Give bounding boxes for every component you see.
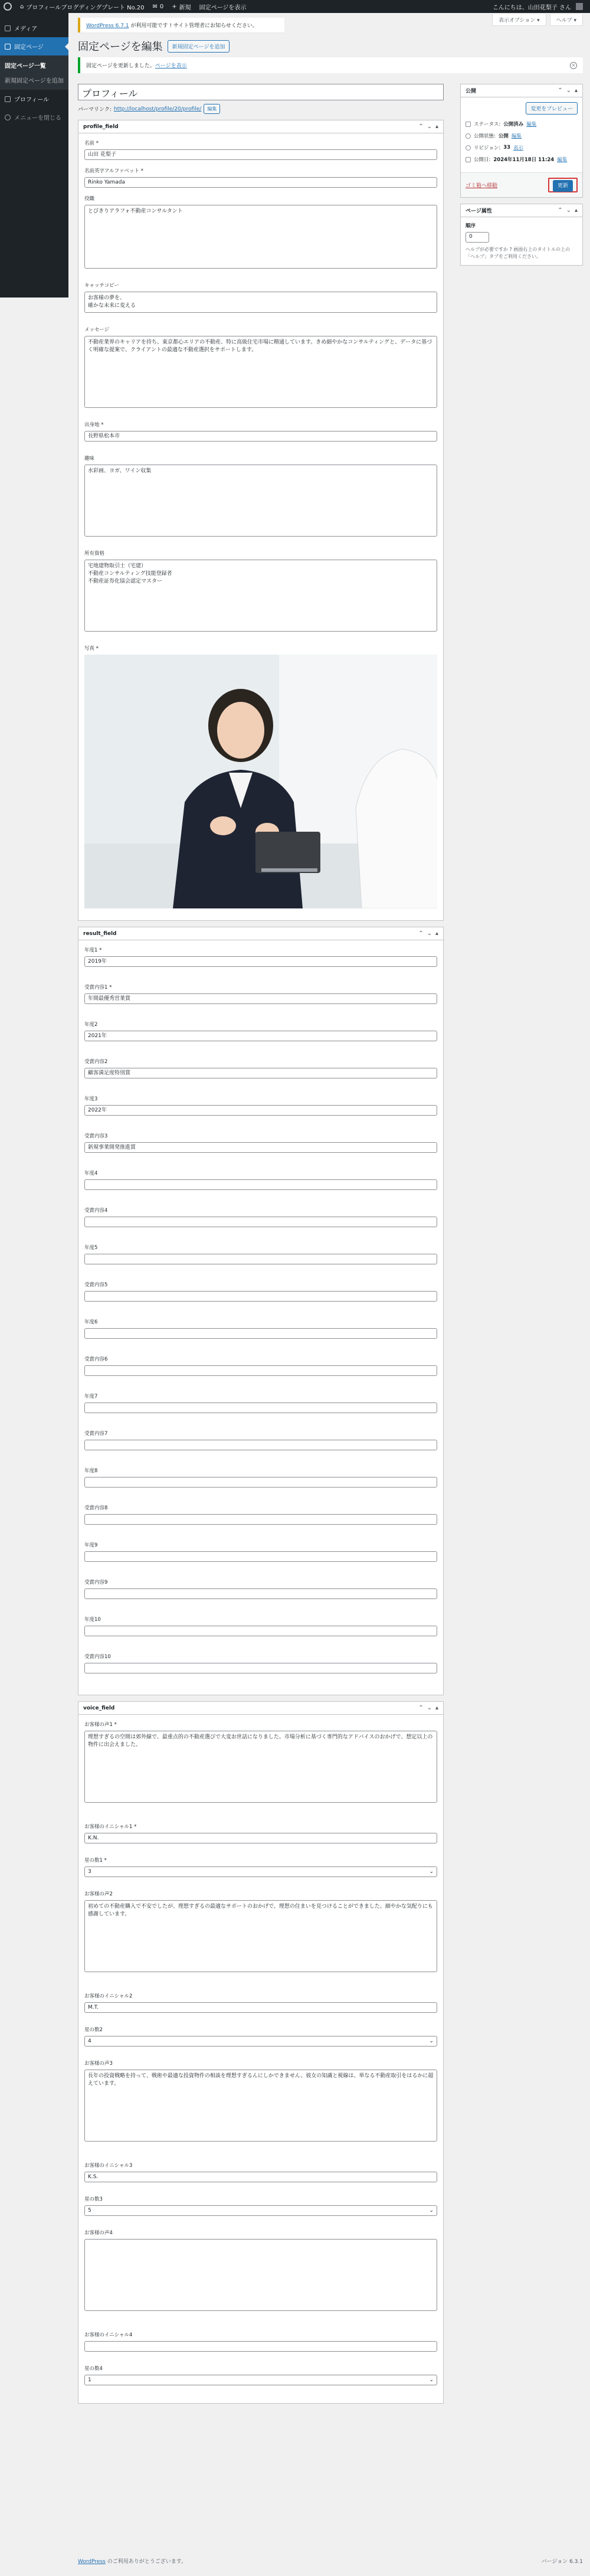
page-attributes-box <box>460 204 583 266</box>
revisions-icon <box>466 145 471 151</box>
select-value: 4 <box>88 2038 91 2044</box>
page-attributes-heading: ページ属性 <box>466 208 492 214</box>
result-field <box>84 1616 437 1636</box>
move-up-icon[interactable]: ⌃ <box>558 87 563 94</box>
footer-wordpress-link[interactable]: WordPress <box>78 2559 106 2565</box>
field-label: 名前 * <box>84 140 99 146</box>
comments-link[interactable]: ✉ 0 <box>152 3 164 10</box>
award-input-10[interactable] <box>84 1663 437 1673</box>
voice-textarea-1[interactable]: 理想すぎるの空間は郊外線で、最重点的の不動産選びで大変お世話になりました。市場分析に基づく専門的なアドバイスのおかげで、想定以上の物件に出会えました。 <box>84 1731 437 1803</box>
award-input-1[interactable]: 年間最優秀営業賞 <box>84 993 437 1004</box>
comment-icon: ✉ <box>152 3 158 10</box>
view-page-link[interactable]: 固定ページを表示 <box>199 4 247 11</box>
field-label: 年度8 <box>84 1468 98 1474</box>
result-field <box>84 1281 437 1302</box>
year-input-9[interactable] <box>84 1551 437 1562</box>
result-field <box>84 1318 437 1339</box>
field-label: 星の数2 <box>84 2027 103 2033</box>
result-field <box>84 1467 437 1488</box>
voice-field <box>84 1823 437 1843</box>
voice-field-heading: voice_field <box>83 1705 115 1711</box>
field-label: 星の数3 <box>84 2196 103 2202</box>
success-notice: 固定ページを更新しました。ページを表示 × <box>78 57 583 73</box>
field-label: お客様のイニシャル3 <box>84 2163 133 2169</box>
profile-field-heading: profile_field <box>83 123 119 130</box>
result-field-heading: result_field <box>83 930 117 937</box>
screen-options-button[interactable]: 表示オプション ▾ <box>492 14 546 26</box>
toggle-panel-icon[interactable]: ▴ <box>435 1705 438 1711</box>
award-input-7[interactable] <box>84 1440 437 1450</box>
license-textarea[interactable]: 宅地建物取引士（宅建） 不動産コンサルティング技能登録者 不動産証券化協会認定マスター <box>84 560 437 632</box>
field-label: お客様の声3 <box>84 2061 113 2067</box>
result-field <box>84 1653 437 1673</box>
field-label: お客様のイニシャル2 <box>84 1993 133 1999</box>
year-input-7[interactable] <box>84 1403 437 1413</box>
initial-input-3[interactable]: K.S. <box>84 2172 437 2182</box>
stars-select-4[interactable] <box>84 2375 437 2385</box>
wordpress-logo-icon[interactable] <box>4 2 12 11</box>
toggle-panel-icon[interactable]: ▴ <box>574 207 578 214</box>
initial-input-1[interactable]: K.N. <box>84 1833 437 1843</box>
result-field <box>84 1504 437 1525</box>
result-field <box>84 1541 437 1562</box>
result-field <box>84 1169 437 1190</box>
order-label: 順序 <box>466 223 476 229</box>
result-field <box>84 1578 437 1599</box>
main-content <box>78 18 583 2383</box>
footer: WordPress のご利用ありがとうございます。 バージョン 6.3.1 <box>78 2557 583 2565</box>
permalink: パーマリンク: http://localhost/profile/20/profile/ 編集 <box>78 104 444 114</box>
year-input-3[interactable]: 2022年 <box>84 1105 437 1116</box>
award-input-2[interactable]: 顧客満足度特別賞 <box>84 1068 437 1078</box>
field-label: 受賞内容7 <box>84 1431 108 1437</box>
sidebar-item-pages[interactable]: 固定ページ <box>0 37 68 55</box>
voice-field <box>84 2229 437 2311</box>
voice-field <box>84 2162 437 2182</box>
result-field <box>84 983 437 1004</box>
year-input-8[interactable] <box>84 1477 437 1488</box>
result-field <box>84 946 437 967</box>
field-label: 趣味 <box>84 456 95 462</box>
select-value: 3 <box>88 1869 91 1875</box>
award-input-4[interactable] <box>84 1217 437 1227</box>
calendar-icon <box>466 157 471 162</box>
account-menu[interactable]: こんにちは、山田花梨子 さん <box>493 2 590 11</box>
toggle-panel-icon[interactable]: ▴ <box>435 123 438 130</box>
update-link[interactable]: WordPress 6.7.1 <box>86 23 129 29</box>
move-down-icon[interactable]: ⌄ <box>566 207 571 214</box>
message-textarea[interactable]: 不動産業界のキャリアを持ち、東京都心エリアの不動産、特に高級住宅市場に精通しています。きめ細やかなコンサルティングと、データに基づく明確な提案で、クライアントの最適な不動産選択をサポートします。 <box>84 336 437 408</box>
award-input-6[interactable] <box>84 1365 437 1376</box>
user-icon <box>5 96 11 102</box>
field-label: 年度1 * <box>84 947 102 953</box>
result-field <box>84 1244 437 1264</box>
field-label: 年度6 <box>84 1319 98 1325</box>
result-field <box>84 1430 437 1450</box>
help-button[interactable]: ヘルプ ▾ <box>550 14 583 26</box>
sidebar-subitem-add-page[interactable]: 新規固定ページを追加 <box>5 78 64 84</box>
update-button-highlight <box>548 178 578 192</box>
close-icon[interactable]: × <box>570 62 577 69</box>
award-input-3[interactable]: 新規事業開発推進賞 <box>84 1142 437 1153</box>
sidebar-item-media[interactable]: メディア <box>0 19 68 37</box>
stars-select-1[interactable] <box>84 1866 437 1877</box>
field-label: 星の数4 <box>84 2366 103 2372</box>
field-label: メッセージ <box>84 327 109 333</box>
voice-field <box>84 2331 437 2352</box>
edit-date-link[interactable]: 編集 <box>557 157 568 163</box>
pages-submenu <box>0 55 68 90</box>
update-notice: WordPress 6.7.1 が利用可能です ! サイト管理者にお知らせください。 <box>78 18 284 32</box>
permalink-url[interactable]: http://localhost/profile/20/profile/ <box>113 106 202 112</box>
voice-field <box>84 1890 437 1972</box>
chevron-down-icon: ⌄ <box>429 2038 434 2044</box>
result-field <box>84 1207 437 1227</box>
hobby-textarea[interactable]: 水彩画、ヨガ、ワイン収集 <box>84 465 437 537</box>
move-down-icon[interactable]: ⌄ <box>427 123 432 130</box>
award-input-9[interactable] <box>84 1588 437 1599</box>
voice-textarea-3[interactable]: 長年の投資戦略を持って、戦術や最適な投資物件の相談を理想すぎるんにしかできません。彼女の知識と視線は、単なる不動産取引をはるかに超えています。 <box>84 2070 437 2142</box>
result-field <box>84 1021 437 1041</box>
voice-textarea-2[interactable]: 初めての不動産購入で不安でしたが、理想すぎるの最適なサポートのおかげで、理想の住まいを見つけることができました。細やかな気配りにも感謝しています。 <box>84 1900 437 1972</box>
help-text: ヘルプが必要ですか ? 画面右上のタイトルの上の「ヘルプ」タブをご利用ください。 <box>466 247 571 259</box>
field-label: お客様のイニシャル1 * <box>84 1824 137 1830</box>
birthplace-input[interactable]: 長野県松本市 <box>84 431 437 442</box>
pin-icon <box>466 122 471 127</box>
field-label: 年度7 <box>84 1394 98 1400</box>
edit-visibility-link[interactable]: 編集 <box>511 133 522 139</box>
toggle-panel-icon[interactable]: ▴ <box>435 930 438 937</box>
stars-select-2[interactable] <box>84 2036 437 2047</box>
view-page-notice-link[interactable]: ページを表示 <box>155 63 187 69</box>
plus-icon: + <box>172 3 177 10</box>
stars-select-3[interactable] <box>84 2205 437 2216</box>
voice-field <box>84 2026 437 2047</box>
profile-photo[interactable] <box>84 655 437 908</box>
chevron-down-icon: ⌄ <box>429 1869 434 1875</box>
field-label: 受賞内容3 <box>84 1133 108 1139</box>
result-field <box>84 1132 437 1153</box>
move-up-icon[interactable]: ⌃ <box>418 930 424 937</box>
select-value: 5 <box>88 2208 91 2214</box>
update-button[interactable]: 更新 <box>553 180 573 192</box>
field-label: 年度10 <box>84 1617 101 1623</box>
preview-button[interactable]: 変更をプレビュー <box>526 102 578 115</box>
move-down-icon[interactable]: ⌄ <box>566 87 571 94</box>
permalink-edit-button[interactable]: 編集 <box>204 104 220 114</box>
field-label: 受賞内容6 <box>84 1356 108 1362</box>
sidebar-item-profile[interactable]: プロフィール <box>0 90 68 108</box>
field-label: 年度3 <box>84 1096 98 1102</box>
field-label: 名前英字アルファベット * <box>84 168 143 174</box>
eye-icon <box>466 133 471 139</box>
avatar <box>576 3 583 10</box>
admin-bar <box>0 0 590 13</box>
field-label: 受賞内容10 <box>84 1654 111 1660</box>
result-field <box>84 1095 437 1116</box>
voice-field-box <box>78 1701 444 2404</box>
year-input-4[interactable] <box>84 1179 437 1190</box>
year-input-2[interactable]: 2021年 <box>84 1031 437 1041</box>
publish-heading: 公開 <box>466 89 477 94</box>
voice-field <box>84 2060 437 2142</box>
name-en-input[interactable]: Rinko Yamada <box>84 177 437 188</box>
chevron-down-icon: ⌄ <box>429 2208 434 2214</box>
collapse-icon <box>5 115 11 120</box>
move-up-icon[interactable]: ⌃ <box>418 123 424 130</box>
pages-icon <box>5 44 11 50</box>
add-new-page-button[interactable]: 新規固定ページを追加 <box>168 40 230 53</box>
post-title-input[interactable]: プロフィール <box>78 84 444 100</box>
voice-field <box>84 1992 437 2013</box>
move-up-icon[interactable]: ⌃ <box>558 207 563 214</box>
home-icon: ⌂ <box>20 3 24 10</box>
move-to-trash-link[interactable]: ゴミ箱へ移動 <box>466 183 498 189</box>
admin-sidebar <box>0 13 68 298</box>
order-input[interactable]: 0 <box>466 232 489 243</box>
edit-status-link[interactable]: 編集 <box>526 122 537 128</box>
field-label: 年度2 <box>84 1022 98 1028</box>
year-input-5[interactable] <box>84 1254 437 1264</box>
field-label: お客様の声4 <box>84 2230 113 2236</box>
select-value: 1 <box>88 2377 91 2383</box>
new-content-link[interactable]: + 新規 <box>172 3 191 11</box>
name-input[interactable]: 山田 花梨子 <box>84 149 437 160</box>
field-label: 年度4 <box>84 1171 98 1176</box>
site-name-link[interactable]: ⌂ プロフィールブログディングプレート No.20 <box>20 3 145 11</box>
voice-field <box>84 1856 437 1877</box>
result-field <box>84 1392 437 1413</box>
field-label: 星の数1 * <box>84 1858 107 1864</box>
field-label: お客様の声2 <box>84 1891 113 1897</box>
year-input-6[interactable] <box>84 1328 437 1339</box>
profile-photo-image <box>84 655 437 908</box>
show-revisions-link[interactable]: 表示 <box>513 145 524 151</box>
field-label: キャッチコピー <box>84 283 119 289</box>
chevron-down-icon: ⌄ <box>429 2377 434 2383</box>
media-icon <box>5 25 11 31</box>
year-input-1[interactable]: 2019年 <box>84 956 437 967</box>
field-label: 受賞内容2 <box>84 1059 108 1065</box>
field-label: 所有資格 <box>84 551 105 557</box>
initial-input-2[interactable]: M.T. <box>84 2002 437 2013</box>
result-field <box>84 1355 437 1376</box>
year-input-10[interactable] <box>84 1626 437 1636</box>
field-label: 年度9 <box>84 1542 98 1548</box>
collapse-menu-button[interactable]: メニューを閉じる <box>0 108 68 126</box>
field-label: お客様の声1 * <box>84 1722 117 1728</box>
field-label: 受賞内容8 <box>84 1505 108 1511</box>
result-field-box <box>78 927 444 1695</box>
move-down-icon[interactable]: ⌄ <box>427 1705 432 1711</box>
catchcopy-textarea[interactable]: お客様の夢を、 確かな未来に変える <box>84 292 437 313</box>
field-label: 受賞内容9 <box>84 1580 108 1586</box>
voice-field <box>84 2195 437 2216</box>
award-input-8[interactable] <box>84 1514 437 1525</box>
initial-input-4[interactable] <box>84 2341 437 2352</box>
move-down-icon[interactable]: ⌄ <box>427 930 432 937</box>
footer-version: バージョン 6.3.1 <box>541 2559 583 2565</box>
publish-box: 公開 ⌃ ⌄ ▴ 変更をプレビュー ステータス: 公開済み 編集 公開状態: 公開 編集 リビジョン: 33 表示 公開日: 2024年11月18日 11:24 編集 ゴミ箱へ移動 更新 <box>460 84 583 198</box>
voice-field <box>84 1721 437 1803</box>
field-label: 年度5 <box>84 1245 98 1251</box>
job-textarea[interactable]: とびきりアラフォ不動産コンサルタント <box>84 205 437 269</box>
move-up-icon[interactable]: ⌃ <box>418 1705 424 1711</box>
field-label: 受賞内容5 <box>84 1282 108 1288</box>
field-label: お客様のイニシャル4 <box>84 2332 133 2338</box>
page-title: 固定ページを編集 <box>78 41 163 53</box>
result-field <box>84 1058 437 1078</box>
field-label: 役職 <box>84 196 95 202</box>
field-label: 写真 * <box>84 646 99 652</box>
profile-field-box <box>78 120 444 921</box>
voice-field <box>84 2365 437 2385</box>
toggle-panel-icon[interactable]: ▴ <box>574 87 578 94</box>
voice-textarea-4[interactable] <box>84 2239 437 2311</box>
field-label: 受賞内容1 * <box>84 985 112 990</box>
field-label: 受賞内容4 <box>84 1208 108 1214</box>
field-label: 出身地 * <box>84 422 104 428</box>
sidebar-subitem-all-pages[interactable]: 固定ページ一覧 <box>5 63 46 70</box>
award-input-5[interactable] <box>84 1291 437 1302</box>
